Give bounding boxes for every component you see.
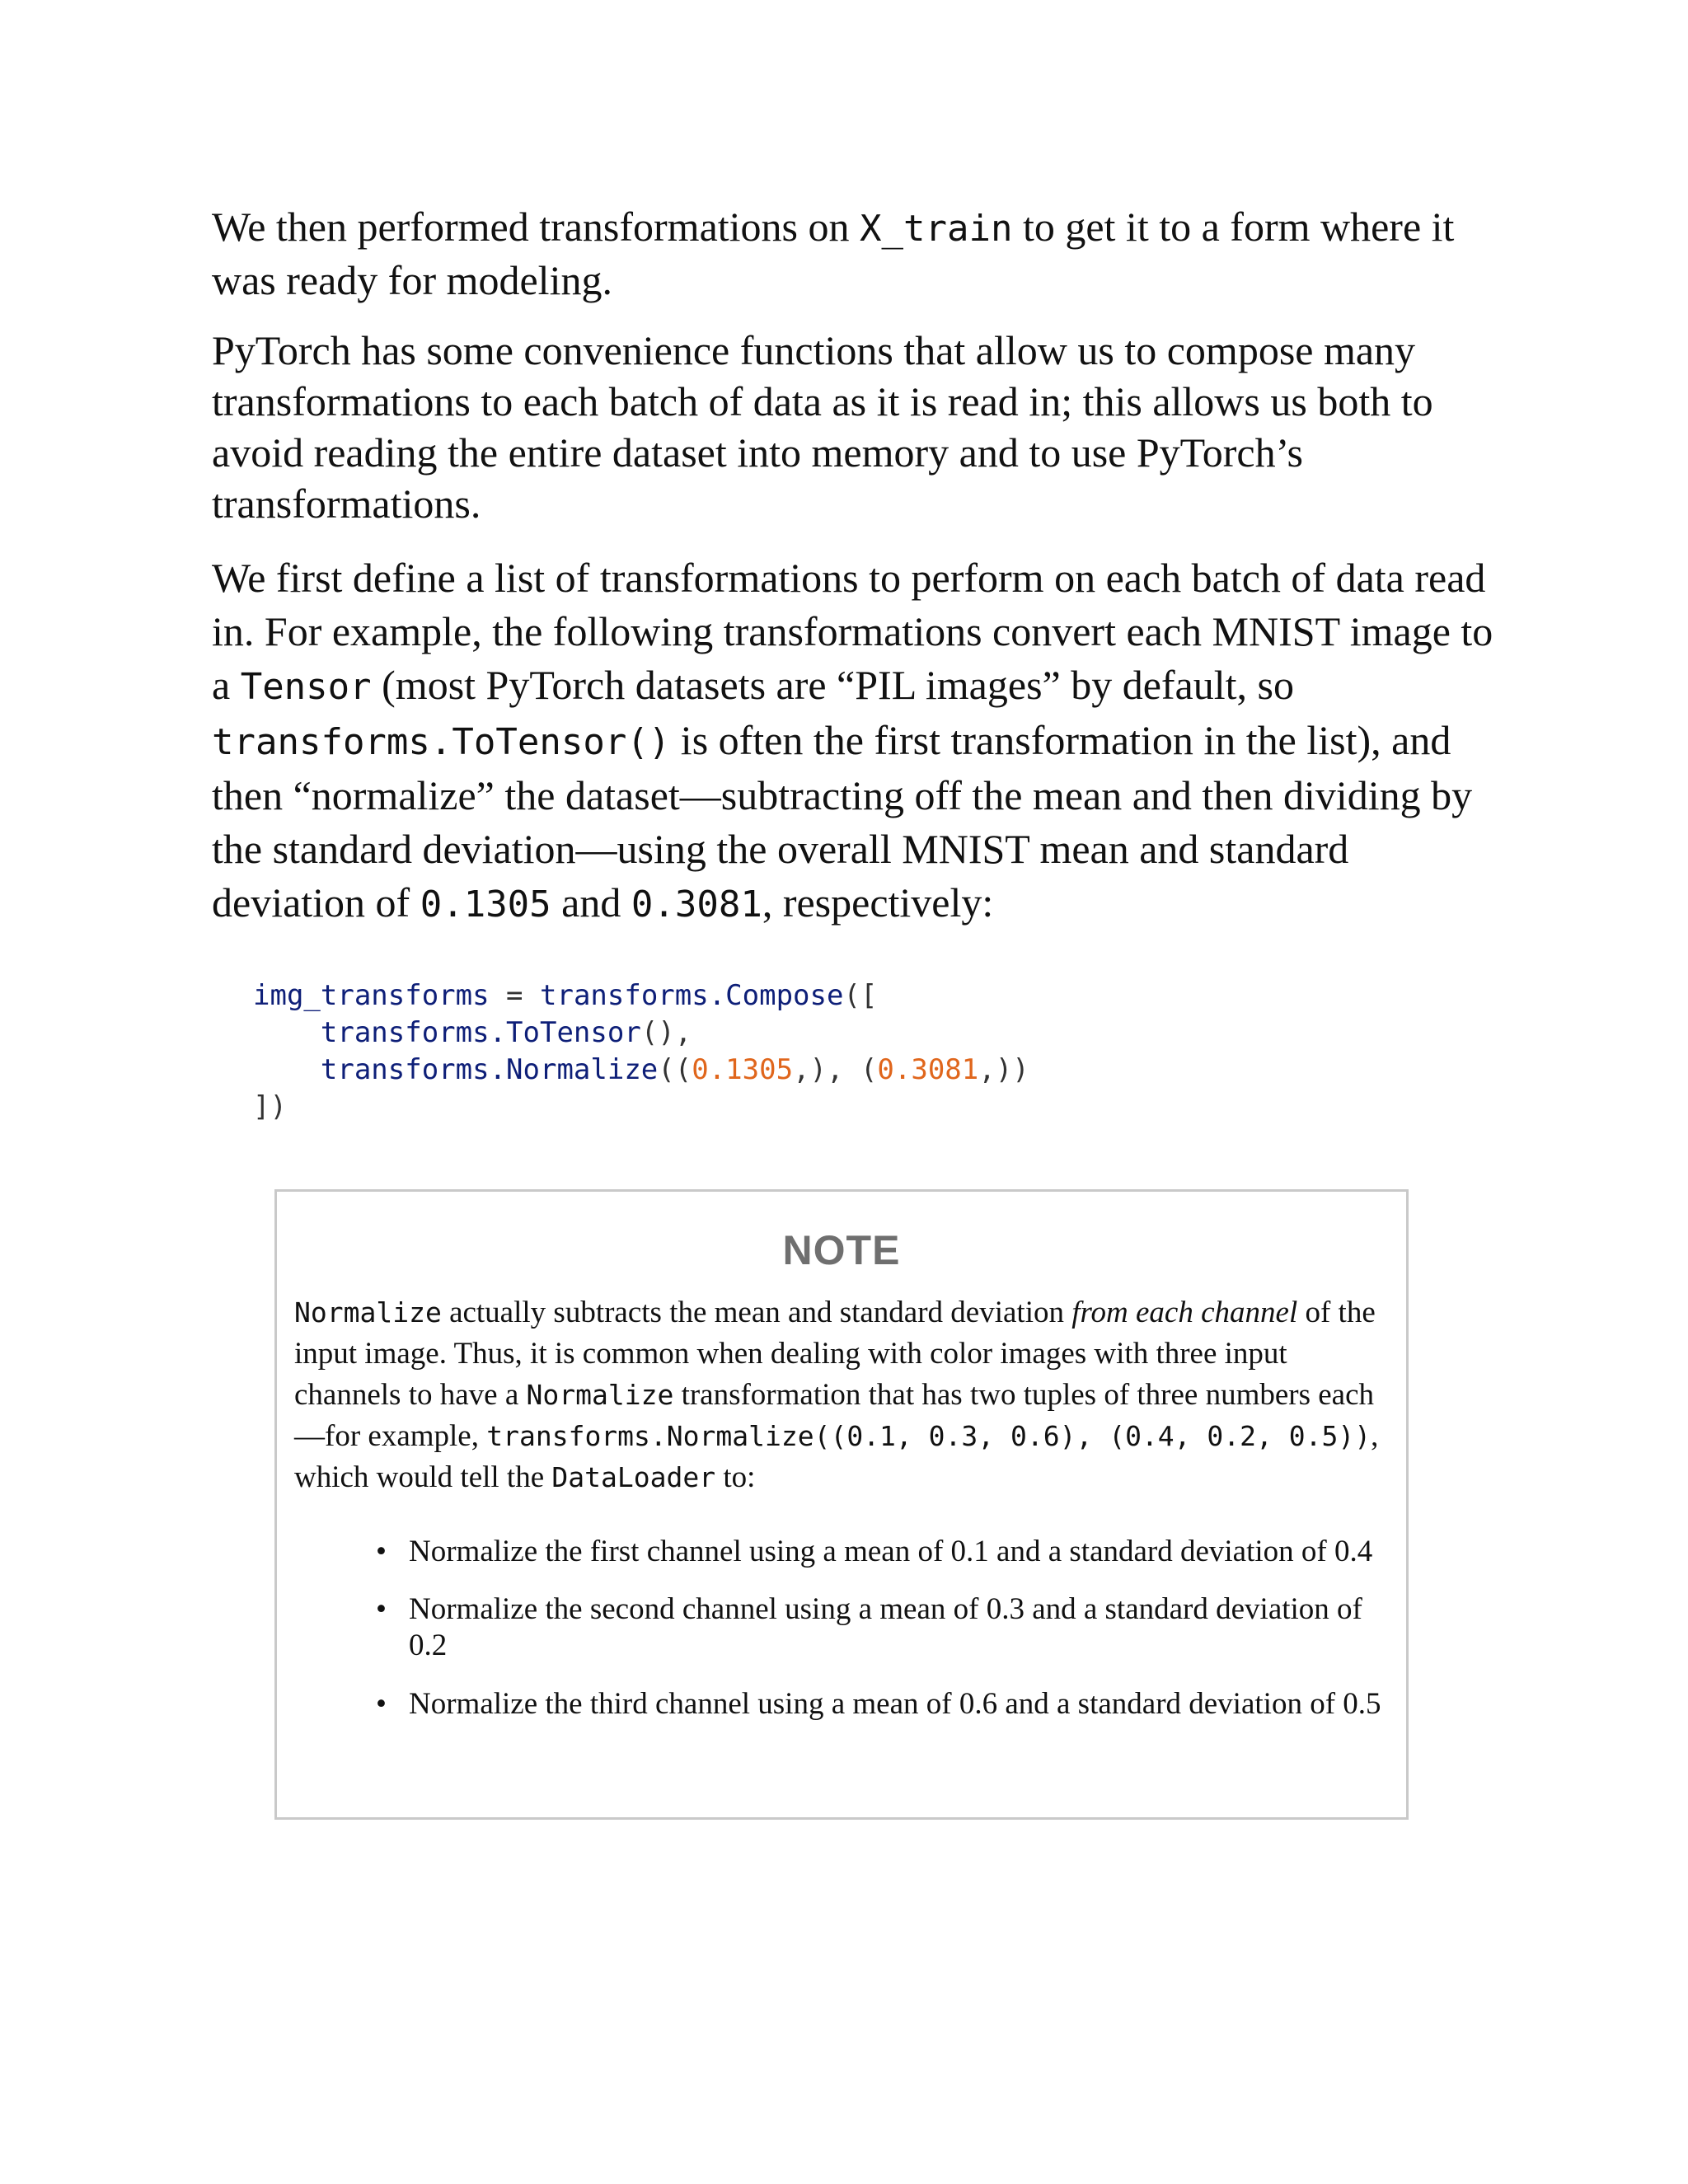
emphasis: from each channel — [1071, 1296, 1298, 1329]
note-title: NOTE — [782, 1227, 901, 1273]
text: actually subtracts the mean and standard deviation — [441, 1296, 1072, 1329]
list-item — [376, 1591, 1390, 1664]
code-token: = — [489, 979, 540, 1012]
note-body — [294, 1292, 1390, 1498]
list-item — [376, 1686, 1390, 1722]
list-item — [376, 1534, 1390, 1570]
text: and — [551, 879, 631, 926]
text: to: — [715, 1460, 756, 1494]
code-token: transforms.ToTensor — [253, 1016, 641, 1049]
inline-code: transforms.ToTensor() — [212, 721, 671, 763]
inline-code: Normalize — [294, 1296, 442, 1329]
inline-code: X_train — [860, 208, 1013, 250]
code-token: (( — [658, 1053, 692, 1086]
code-block — [253, 977, 1572, 1126]
code-number: 0.1305 — [692, 1053, 794, 1086]
code-token: ([ — [843, 979, 878, 1012]
text: We first define a list of transformations to perform on each batch of data read in. For example, the following transformations convert each MNIST image to a — [212, 555, 1493, 708]
paragraph-1 — [212, 201, 1498, 306]
note-box — [274, 1189, 1409, 1820]
inline-code: 0.3081 — [631, 883, 762, 926]
bullet: • — [376, 1592, 387, 1626]
text: PyTorch has some convenience functions that allow us to compose many transformations to each batch of data as it is read in; this allows us both to avoid reading the entire dataset into memory and to use PyTorch’s transformations. — [212, 327, 1433, 527]
inline-code: transforms.Normalize((0.1, 0.3, 0.6), (0.4, 0.2, 0.5)) — [486, 1420, 1372, 1452]
text: transformation that has two tuples of three numbers each —for example, — [294, 1378, 1375, 1453]
text: , which would tell the — [294, 1419, 1379, 1494]
text: of the input image. Thus, it is common when dealing with color images with three input channels to have a — [294, 1296, 1376, 1412]
inline-code: Tensor — [240, 666, 372, 708]
paragraph-2 — [212, 325, 1498, 529]
code-token: (), — [640, 1016, 692, 1049]
bullet: • — [376, 1687, 387, 1721]
text: (most PyTorch datasets are “PIL images” by default, so — [371, 662, 1294, 708]
paragraph-3 — [212, 551, 1498, 931]
text: We then performed transformations on — [212, 204, 860, 250]
inline-code: DataLoader — [551, 1461, 716, 1493]
text: is often the first transformation in the list), and then “normalize” the dataset—subtracting off the mean and then dividing by the standard deviation—using the overall MNIST mean and standard deviation of — [212, 717, 1473, 926]
code-token: ,), ( — [793, 1053, 878, 1086]
list-item-text: Normalize the third channel using a mean of 0.6 and a standard deviation of 0.5 — [409, 1687, 1381, 1721]
bullet: • — [376, 1535, 387, 1568]
code-token: ,)) — [978, 1053, 1029, 1086]
text: , respectively: — [762, 879, 994, 926]
list-item-text: Normalize the second channel using a mean of 0.3 and a standard deviation of 0.2 — [409, 1592, 1362, 1662]
inline-code: 0.1305 — [420, 883, 551, 926]
code-number: 0.3081 — [877, 1053, 979, 1086]
code-token: img_transforms — [253, 979, 490, 1012]
code-token: transforms.Normalize — [253, 1053, 659, 1086]
code-token: transforms.Compose — [540, 979, 844, 1012]
inline-code: Normalize — [526, 1379, 674, 1411]
text: to get it to a form where it was ready for modeling. — [212, 204, 1455, 303]
list-item-text: Normalize the first channel using a mean of 0.1 and a standard deviation of 0.4 — [409, 1535, 1373, 1568]
code-token: ]) — [253, 1090, 287, 1123]
